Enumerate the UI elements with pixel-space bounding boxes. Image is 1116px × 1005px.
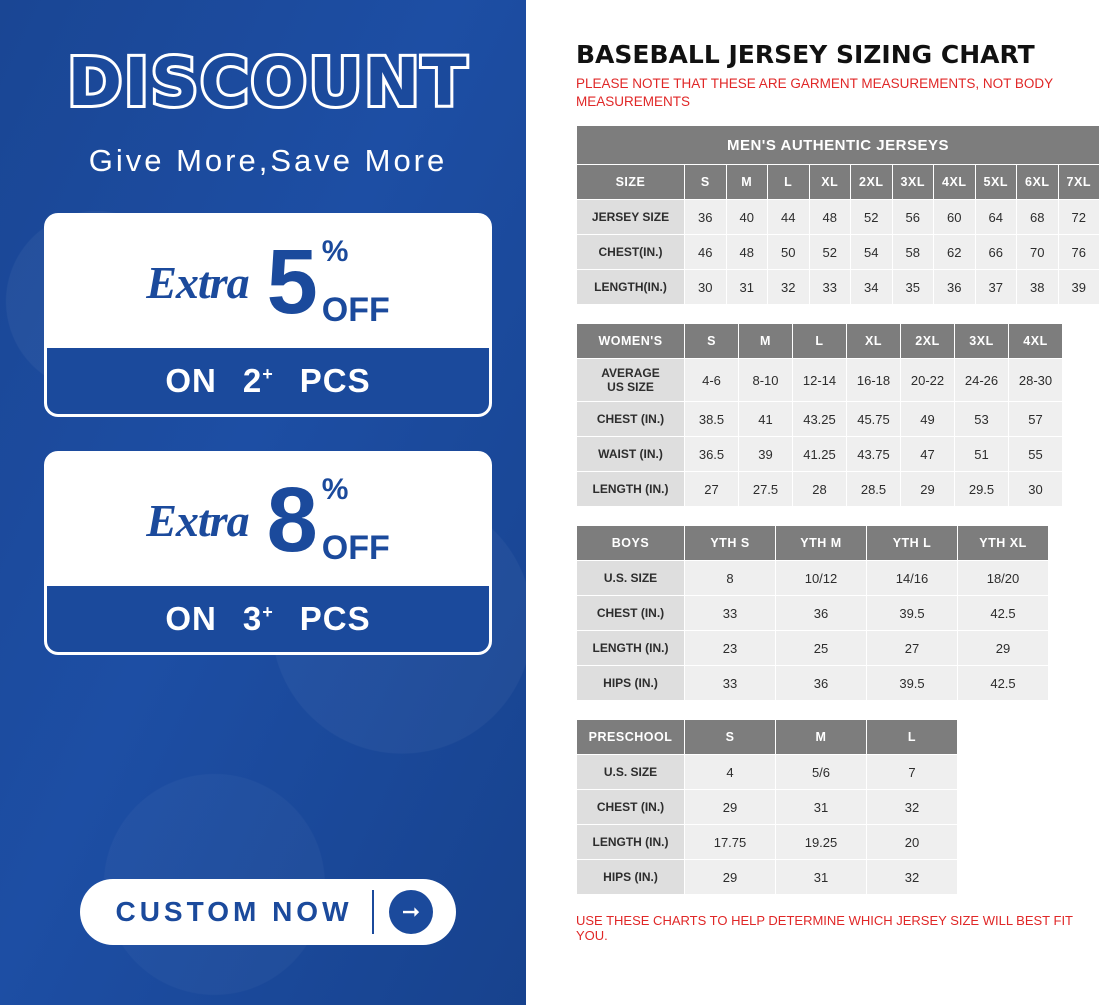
womens-sizing-table	[576, 323, 1063, 507]
table-cell: 50	[768, 235, 810, 270]
row-label: JERSEY SIZE	[577, 200, 685, 235]
table-cell: 29.5	[955, 472, 1009, 507]
row-label: U.S. SIZE	[577, 561, 685, 596]
chart-footer: USE THESE CHARTS TO HELP DETERMINE WHICH JERSEY SIZE WILL BEST FIT YOU.	[576, 913, 1073, 944]
offer-off-label: OFF	[321, 291, 390, 330]
table-row	[577, 755, 958, 790]
table-cell: 47	[901, 437, 955, 472]
custom-now-button[interactable]	[80, 879, 456, 945]
row-label: AVERAGE US SIZE	[577, 359, 685, 402]
table-cell: 56	[892, 200, 934, 235]
table-cell: 20	[867, 825, 958, 860]
table-cell: 29	[685, 860, 776, 895]
offer-quantity: 3+	[242, 600, 274, 638]
table-cell: 14/16	[867, 561, 958, 596]
table-cell: 28.5	[847, 472, 901, 507]
table-cell: 52	[809, 235, 851, 270]
table-cell: 60	[934, 200, 976, 235]
table-cell: 12-14	[793, 359, 847, 402]
table-cell: 62	[934, 235, 976, 270]
offer-percent-sign: %	[321, 235, 349, 269]
table-cell: 8	[685, 561, 776, 596]
table-cell: 36	[776, 666, 867, 701]
table-cell: 30	[685, 270, 727, 305]
table-cell: 51	[955, 437, 1009, 472]
table-cell: 48	[809, 200, 851, 235]
table-cell: 31	[726, 270, 768, 305]
custom-now-label: CUSTOM NOW	[115, 896, 353, 927]
offer-percent-off-group	[321, 235, 390, 330]
table-cell: 38.5	[685, 402, 739, 437]
table-cell: 39.5	[867, 596, 958, 631]
table-cell: 55	[1009, 437, 1063, 472]
row-label: LENGTH (IN.)	[577, 472, 685, 507]
boys-sizing-table	[576, 525, 1049, 701]
offer-extra-label: Extra	[146, 494, 249, 546]
table-cell: 41	[739, 402, 793, 437]
table-cell: 33	[685, 596, 776, 631]
row-label: HIPS (IN.)	[577, 860, 685, 895]
table-cell: 4	[685, 755, 776, 790]
offer-card-8-bottom	[47, 586, 489, 652]
offer-quantity: 2+	[242, 362, 274, 400]
page-title: DISCOUNT	[67, 44, 469, 121]
table-cell: 36	[685, 200, 727, 235]
offer-pcs-label: PCS	[299, 600, 371, 638]
column-header: 2XL	[901, 324, 955, 359]
table-row	[577, 235, 1100, 270]
table-cell: 39	[739, 437, 793, 472]
table-row	[577, 472, 1063, 507]
table-cell: 37	[975, 270, 1017, 305]
mens-sizing-table	[576, 125, 1100, 305]
column-header: 7XL	[1058, 165, 1100, 200]
column-header: S	[685, 324, 739, 359]
table-cell: 66	[975, 235, 1017, 270]
column-header: 4XL	[934, 165, 976, 200]
table-cell: 40	[726, 200, 768, 235]
table-cell: 42.5	[958, 666, 1049, 701]
table-cell: 33	[685, 666, 776, 701]
table-cell: 39.5	[867, 666, 958, 701]
table-cell: 36.5	[685, 437, 739, 472]
table-header-row	[577, 165, 1100, 200]
table-cell: 32	[768, 270, 810, 305]
table-cell: 34	[851, 270, 893, 305]
table-header-row	[577, 526, 1049, 561]
table-row	[577, 825, 958, 860]
table-cell: 29	[685, 790, 776, 825]
offer-off-label: OFF	[321, 529, 390, 568]
table-cell: 10/12	[776, 561, 867, 596]
discount-promo-panel	[0, 0, 536, 1005]
offer-number: 5	[266, 230, 318, 333]
table-row	[577, 270, 1100, 305]
column-header: YTH L	[867, 526, 958, 561]
column-header: L	[867, 720, 958, 755]
arrow-right-icon: ➞	[374, 890, 448, 934]
table-cell: 42.5	[958, 596, 1049, 631]
table-cell: 7	[867, 755, 958, 790]
table-cell: 30	[1009, 472, 1063, 507]
table-cell: 44	[768, 200, 810, 235]
table-cell: 29	[901, 472, 955, 507]
table-cell: 53	[955, 402, 1009, 437]
table-row	[577, 631, 1049, 666]
row-label: CHEST (IN.)	[577, 402, 685, 437]
column-header: M	[726, 165, 768, 200]
table-cell: 54	[851, 235, 893, 270]
column-header: 4XL	[1009, 324, 1063, 359]
offer-card-5-top	[47, 216, 489, 348]
offer-number: 8	[266, 468, 318, 571]
table-cell: 31	[776, 860, 867, 895]
table-row	[577, 666, 1049, 701]
row-label: WAIST (IN.)	[577, 437, 685, 472]
row-label: LENGTH (IN.)	[577, 631, 685, 666]
table-cell: 46	[685, 235, 727, 270]
table-header-row	[577, 324, 1063, 359]
row-label: U.S. SIZE	[577, 755, 685, 790]
offer-extra-label: Extra	[146, 256, 249, 308]
table-cell: 32	[867, 860, 958, 895]
offer-percent-sign: %	[321, 473, 349, 507]
table-cell: 38	[1017, 270, 1059, 305]
table-cell: 4-6	[685, 359, 739, 402]
table-cell: 27	[685, 472, 739, 507]
table-cell: 76	[1058, 235, 1100, 270]
table-cell: 20-22	[901, 359, 955, 402]
table-cell: 23	[685, 631, 776, 666]
table-cell: 29	[958, 631, 1049, 666]
column-header: YTH S	[685, 526, 776, 561]
table-cell: 18/20	[958, 561, 1049, 596]
table-cell: 39	[1058, 270, 1100, 305]
table-cell: 58	[892, 235, 934, 270]
column-header: BOYS	[577, 526, 685, 561]
column-header: 6XL	[1017, 165, 1059, 200]
row-label: CHEST (IN.)	[577, 596, 685, 631]
table-cell: 49	[901, 402, 955, 437]
table-cell: 41.25	[793, 437, 847, 472]
table-cell: 25	[776, 631, 867, 666]
column-header: L	[793, 324, 847, 359]
table-cell: 28	[793, 472, 847, 507]
table-cell: 27	[867, 631, 958, 666]
column-header: 3XL	[955, 324, 1009, 359]
offer-card-8-top	[47, 454, 489, 586]
column-header: YTH XL	[958, 526, 1049, 561]
offer-on-label: ON	[165, 600, 217, 638]
table-row	[577, 359, 1063, 402]
table-cell: 64	[975, 200, 1017, 235]
table-banner-row	[577, 126, 1100, 165]
offer-pcs-label: PCS	[299, 362, 371, 400]
table-header-row	[577, 720, 958, 755]
preschool-sizing-table	[576, 719, 958, 895]
sizing-charts-panel	[536, 0, 1116, 1005]
column-header: PRESCHOOL	[577, 720, 685, 755]
table-cell: 27.5	[739, 472, 793, 507]
column-header: 2XL	[851, 165, 893, 200]
offer-on-label: ON	[165, 362, 217, 400]
table-cell: 31	[776, 790, 867, 825]
table-cell: 24-26	[955, 359, 1009, 402]
panel-divider	[526, 0, 536, 1005]
table-cell: 36	[934, 270, 976, 305]
column-header: M	[776, 720, 867, 755]
row-label: LENGTH(IN.)	[577, 270, 685, 305]
table-cell: 57	[1009, 402, 1063, 437]
row-label: LENGTH (IN.)	[577, 825, 685, 860]
column-header: M	[739, 324, 793, 359]
table-cell: 17.75	[685, 825, 776, 860]
offer-percent-off-group	[321, 473, 390, 568]
column-header: WOMEN'S	[577, 324, 685, 359]
column-header: XL	[847, 324, 901, 359]
column-header: XL	[809, 165, 851, 200]
table-cell: 68	[1017, 200, 1059, 235]
table-cell: 32	[867, 790, 958, 825]
column-header: 5XL	[975, 165, 1017, 200]
table-row	[577, 402, 1063, 437]
promo-subtitle: Give More,Save More	[88, 143, 448, 179]
table-cell: 52	[851, 200, 893, 235]
table-row	[577, 790, 958, 825]
table-row	[577, 596, 1049, 631]
row-label: CHEST (IN.)	[577, 790, 685, 825]
chart-heading: BASEBALL JERSEY SIZING CHART	[576, 40, 1035, 69]
table-cell: 8-10	[739, 359, 793, 402]
table-row	[577, 437, 1063, 472]
offer-card-8-percent	[44, 451, 492, 655]
table-cell: 33	[809, 270, 851, 305]
offer-card-5-percent	[44, 213, 492, 417]
table-cell: 45.75	[847, 402, 901, 437]
table-cell: 70	[1017, 235, 1059, 270]
column-header: S	[685, 720, 776, 755]
table-cell: 19.25	[776, 825, 867, 860]
column-header: YTH M	[776, 526, 867, 561]
table-cell: 16-18	[847, 359, 901, 402]
column-header: SIZE	[577, 165, 685, 200]
row-label: CHEST(IN.)	[577, 235, 685, 270]
table-cell: 36	[776, 596, 867, 631]
column-header: L	[768, 165, 810, 200]
table-row	[577, 860, 958, 895]
table-banner: MEN'S AUTHENTIC JERSEYS	[577, 126, 1100, 165]
table-cell: 43.25	[793, 402, 847, 437]
table-cell: 43.75	[847, 437, 901, 472]
table-cell: 35	[892, 270, 934, 305]
row-label: HIPS (IN.)	[577, 666, 685, 701]
table-row	[577, 561, 1049, 596]
column-header: S	[685, 165, 727, 200]
table-row	[577, 200, 1100, 235]
offer-card-5-bottom	[47, 348, 489, 414]
table-cell: 72	[1058, 200, 1100, 235]
chart-note: PLEASE NOTE THAT THESE ARE GARMENT MEASUREMENTS, NOT BODY MEASUREMENTS	[576, 76, 1053, 110]
table-cell: 48	[726, 235, 768, 270]
table-cell: 5/6	[776, 755, 867, 790]
table-cell: 28-30	[1009, 359, 1063, 402]
column-header: 3XL	[892, 165, 934, 200]
